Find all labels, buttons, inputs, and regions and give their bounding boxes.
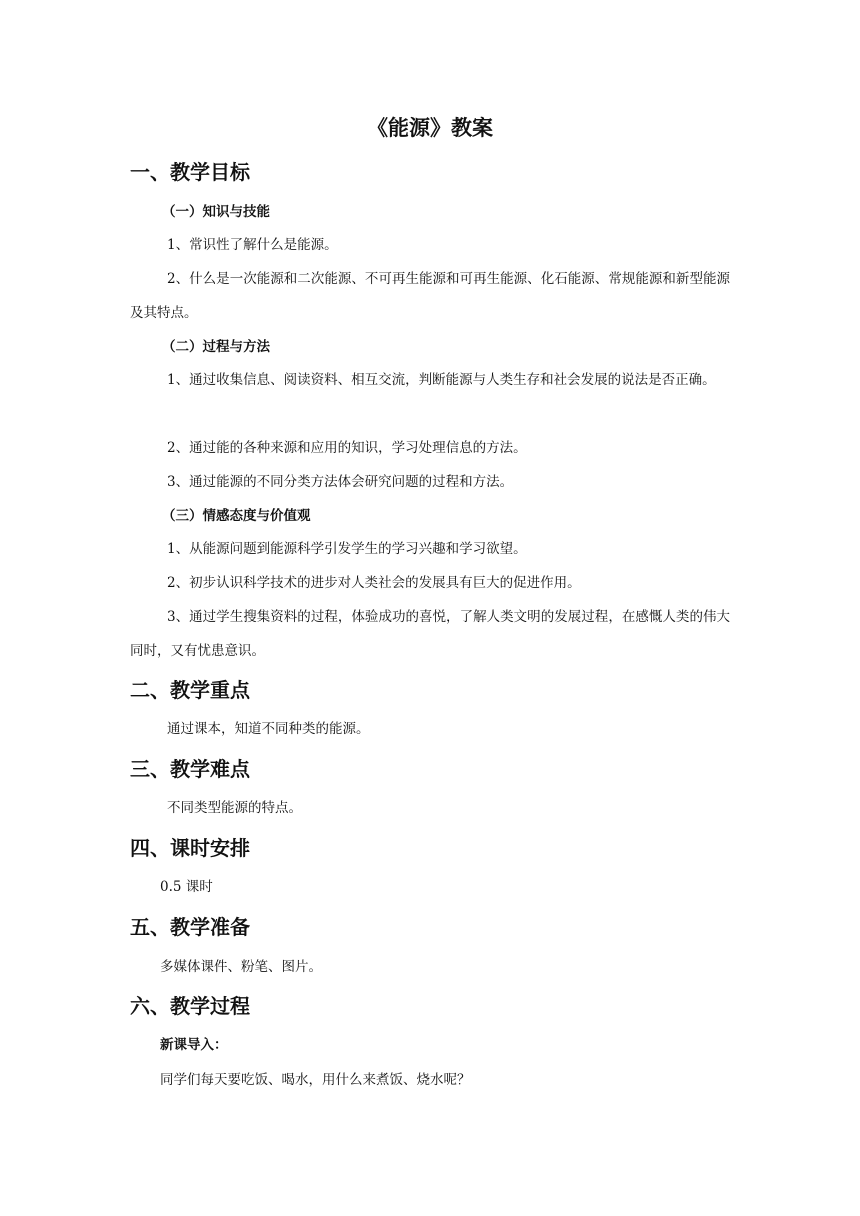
paragraph-knowledge-2: 2、什么是一次能源和二次能源、不可再生能源和可再生能源、化石能源、常规能源和新型能源及其特点。 xyxy=(130,271,730,321)
paragraph-process-3: 3、通过能源的不同分类方法体会研究问题的过程和方法。 xyxy=(167,474,514,490)
paragraph-knowledge-1: 1、常识性了解什么是能源。 xyxy=(167,237,338,253)
section-heading-key-points: 二、教学重点 xyxy=(130,678,250,702)
paragraph-key-points: 通过课本，知道不同种类的能源。 xyxy=(167,721,370,737)
subsection-heading-process: （二）过程与方法 xyxy=(162,339,270,355)
paragraph-difficulties: 不同类型能源的特点。 xyxy=(167,800,302,816)
paragraph-preparation: 多媒体课件、粉笔、图片。 xyxy=(160,959,322,975)
paragraph-attitude-2: 2、初步认识科学技术的进步对人类社会的发展具有巨大的促进作用。 xyxy=(167,575,581,591)
section-heading-preparation: 五、教学准备 xyxy=(130,915,250,939)
paragraph-process-2: 2、通过能的各种来源和应用的知识，学习处理信息的方法。 xyxy=(167,440,527,456)
paragraph-process-1: 1、通过收集信息、阅读资料、相互交流，判断能源与人类生存和社会发展的说法是否正确。 xyxy=(167,372,716,388)
subsection-heading-knowledge: （一）知识与技能 xyxy=(162,204,270,220)
document-title: 《能源》教案 xyxy=(367,116,493,140)
section-heading-difficulties: 三、教学难点 xyxy=(130,757,250,781)
paragraph-attitude-3: 3、通过学生搜集资料的过程，体验成功的喜悦，了解人类文明的发展过程，在感慨人类的伟大同时，又有忧患意识。 xyxy=(130,609,730,659)
paragraph-lead-in: 同学们每天要吃饭、喝水，用什么来煮饭、烧水呢？ xyxy=(160,1072,471,1088)
paragraph-attitude-1: 1、从能源问题到能源科学引发学生的学习兴趣和学习欲望。 xyxy=(167,541,527,557)
section-heading-objectives: 一、教学目标 xyxy=(130,160,250,184)
paragraph-schedule: 0.5 课时 xyxy=(160,879,213,895)
paragraph-lead-in-label: 新课导入： xyxy=(160,1037,228,1053)
section-heading-process-teaching: 六、教学过程 xyxy=(130,994,250,1018)
section-heading-schedule: 四、课时安排 xyxy=(130,836,250,860)
subsection-heading-attitude: （三）情感态度与价值观 xyxy=(162,508,311,524)
